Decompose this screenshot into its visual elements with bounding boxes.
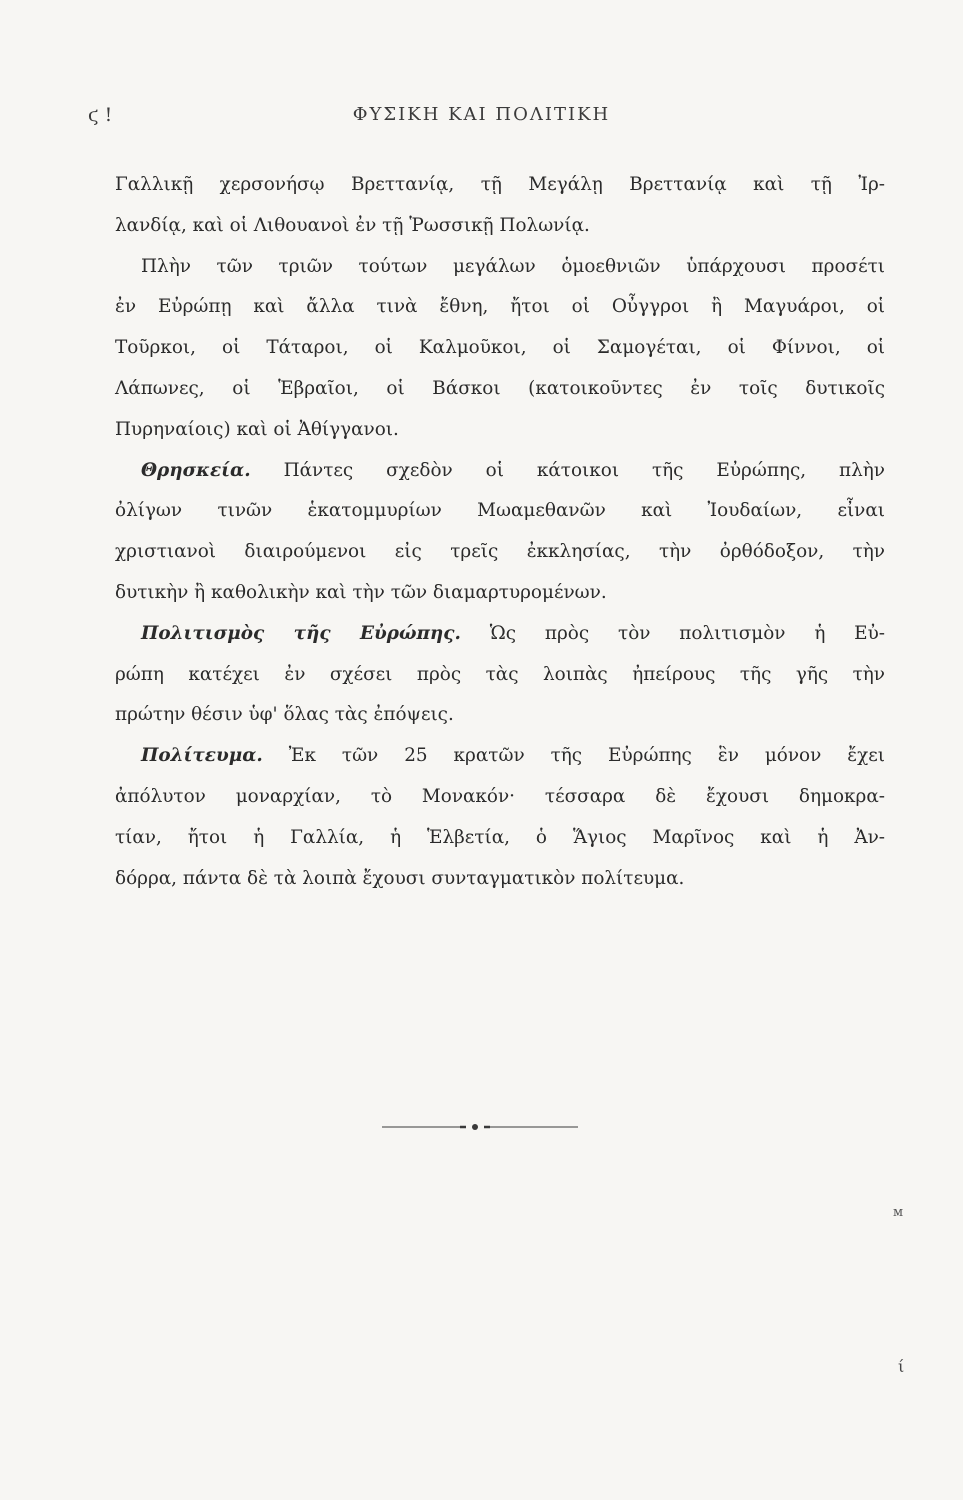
stray-mark: ί	[898, 1357, 905, 1376]
text-line: πρώτην θέσιν ὑφ' ὅλας τὰς ἐπόψεις.	[115, 704, 454, 726]
page-number: ϛ !	[88, 104, 113, 126]
body-text	[115, 165, 885, 899]
text-run: Πάντες σχεδὸν οἱ κάτοικοι τῆς Εὐρώπης, πλὴν	[283, 459, 885, 481]
text-line: δόρρα, πάντα δὲ τὰ λοιπὰ ἔχουσι συνταγματικὸν πολίτευμα.	[115, 867, 685, 889]
text-run: Ὡς πρὸς τὸν πολιτισμὸν ἡ Εὐ-	[489, 622, 885, 644]
text-line: λανδίᾳ, καὶ οἱ Λιθουανοὶ ἐν τῇ Ῥωσσικῇ Πολωνίᾳ.	[115, 214, 590, 236]
heading-religion: Θρησκεία.	[141, 459, 251, 481]
text-line: ἀπόλυτον μοναρχίαν, τὸ Μονακόν· τέσσαρα δὲ ἔχουσι δημοκρα-	[115, 785, 885, 807]
paragraph-line	[115, 614, 885, 655]
text-line: Πυρηναίοις) καὶ οἱ Ἀθίγγανοι.	[115, 418, 399, 440]
text-line: δυτικὴν ἢ καθολικὴν καὶ τὴν τῶν διαμαρτυρομένων.	[115, 581, 607, 603]
running-head: ΦΥΣΙΚΗ ΚΑΙ ΠΟΛΙΤΙΚΗ	[352, 104, 611, 125]
text-line: Γαλλικῇ χερσονήσῳ Βρεττανίᾳ, τῇ Μεγάλῃ Βρεττανίᾳ καὶ τῇ Ἰρ-	[115, 174, 885, 195]
text-line: ἐν Εὐρώπῃ καὶ ἄλλα τινὰ ἔθνη, ἤτοι οἱ Οὖγγροι ἢ Μαγυάροι, οἱ	[115, 296, 885, 318]
text-run: Ἐκ τῶν 25 κρατῶν τῆς Εὐρώπης ἓν μόνον ἔχει	[288, 745, 885, 767]
text-line: τίαν, ἤτοι ἡ Γαλλία, ἡ Ἑλβετία, ὁ Ἅγιος Μαρῖνος καὶ ἡ Ἀν-	[115, 826, 885, 848]
paragraph-line	[115, 451, 885, 492]
text-line: Λάπωνες, οἱ Ἑβραῖοι, οἱ Βάσκοι (κατοικοῦντες ἐν τοῖς δυτικοῖς	[115, 377, 885, 399]
heading-government: Πολίτευμα.	[141, 745, 263, 767]
ornamental-divider	[380, 1122, 580, 1132]
text-line: Τοῦρκοι, οἱ Τάταροι, οἱ Καλμοῦκοι, οἱ Σαμογέται, οἱ Φίννοι, οἱ	[115, 337, 885, 359]
paragraph-line	[115, 736, 885, 777]
text-line: ὀλίγων τινῶν ἑκατομμυρίων Μωαμεθανῶν καὶ Ἰουδαίων, εἶναι	[115, 500, 885, 522]
heading-civilization: Πολιτισμὸς τῆς Εὐρώπης.	[141, 622, 461, 644]
stray-mark: ᴍ	[893, 1205, 904, 1220]
text-line: ρώπη κατέχει ἐν σχέσει πρὸς τὰς λοιπὰς ἠπείρους τῆς γῆς τὴν	[115, 663, 885, 685]
text-line: χριστιανοὶ διαιρούμενοι εἰς τρεῖς ἐκκλησίας, τὴν ὀρθόδοξον, τὴν	[115, 541, 885, 563]
text-line: Πλὴν τῶν τριῶν τούτων μεγάλων ὁμοεθνιῶν ὑπάρχουσι προσέτι	[141, 255, 885, 277]
